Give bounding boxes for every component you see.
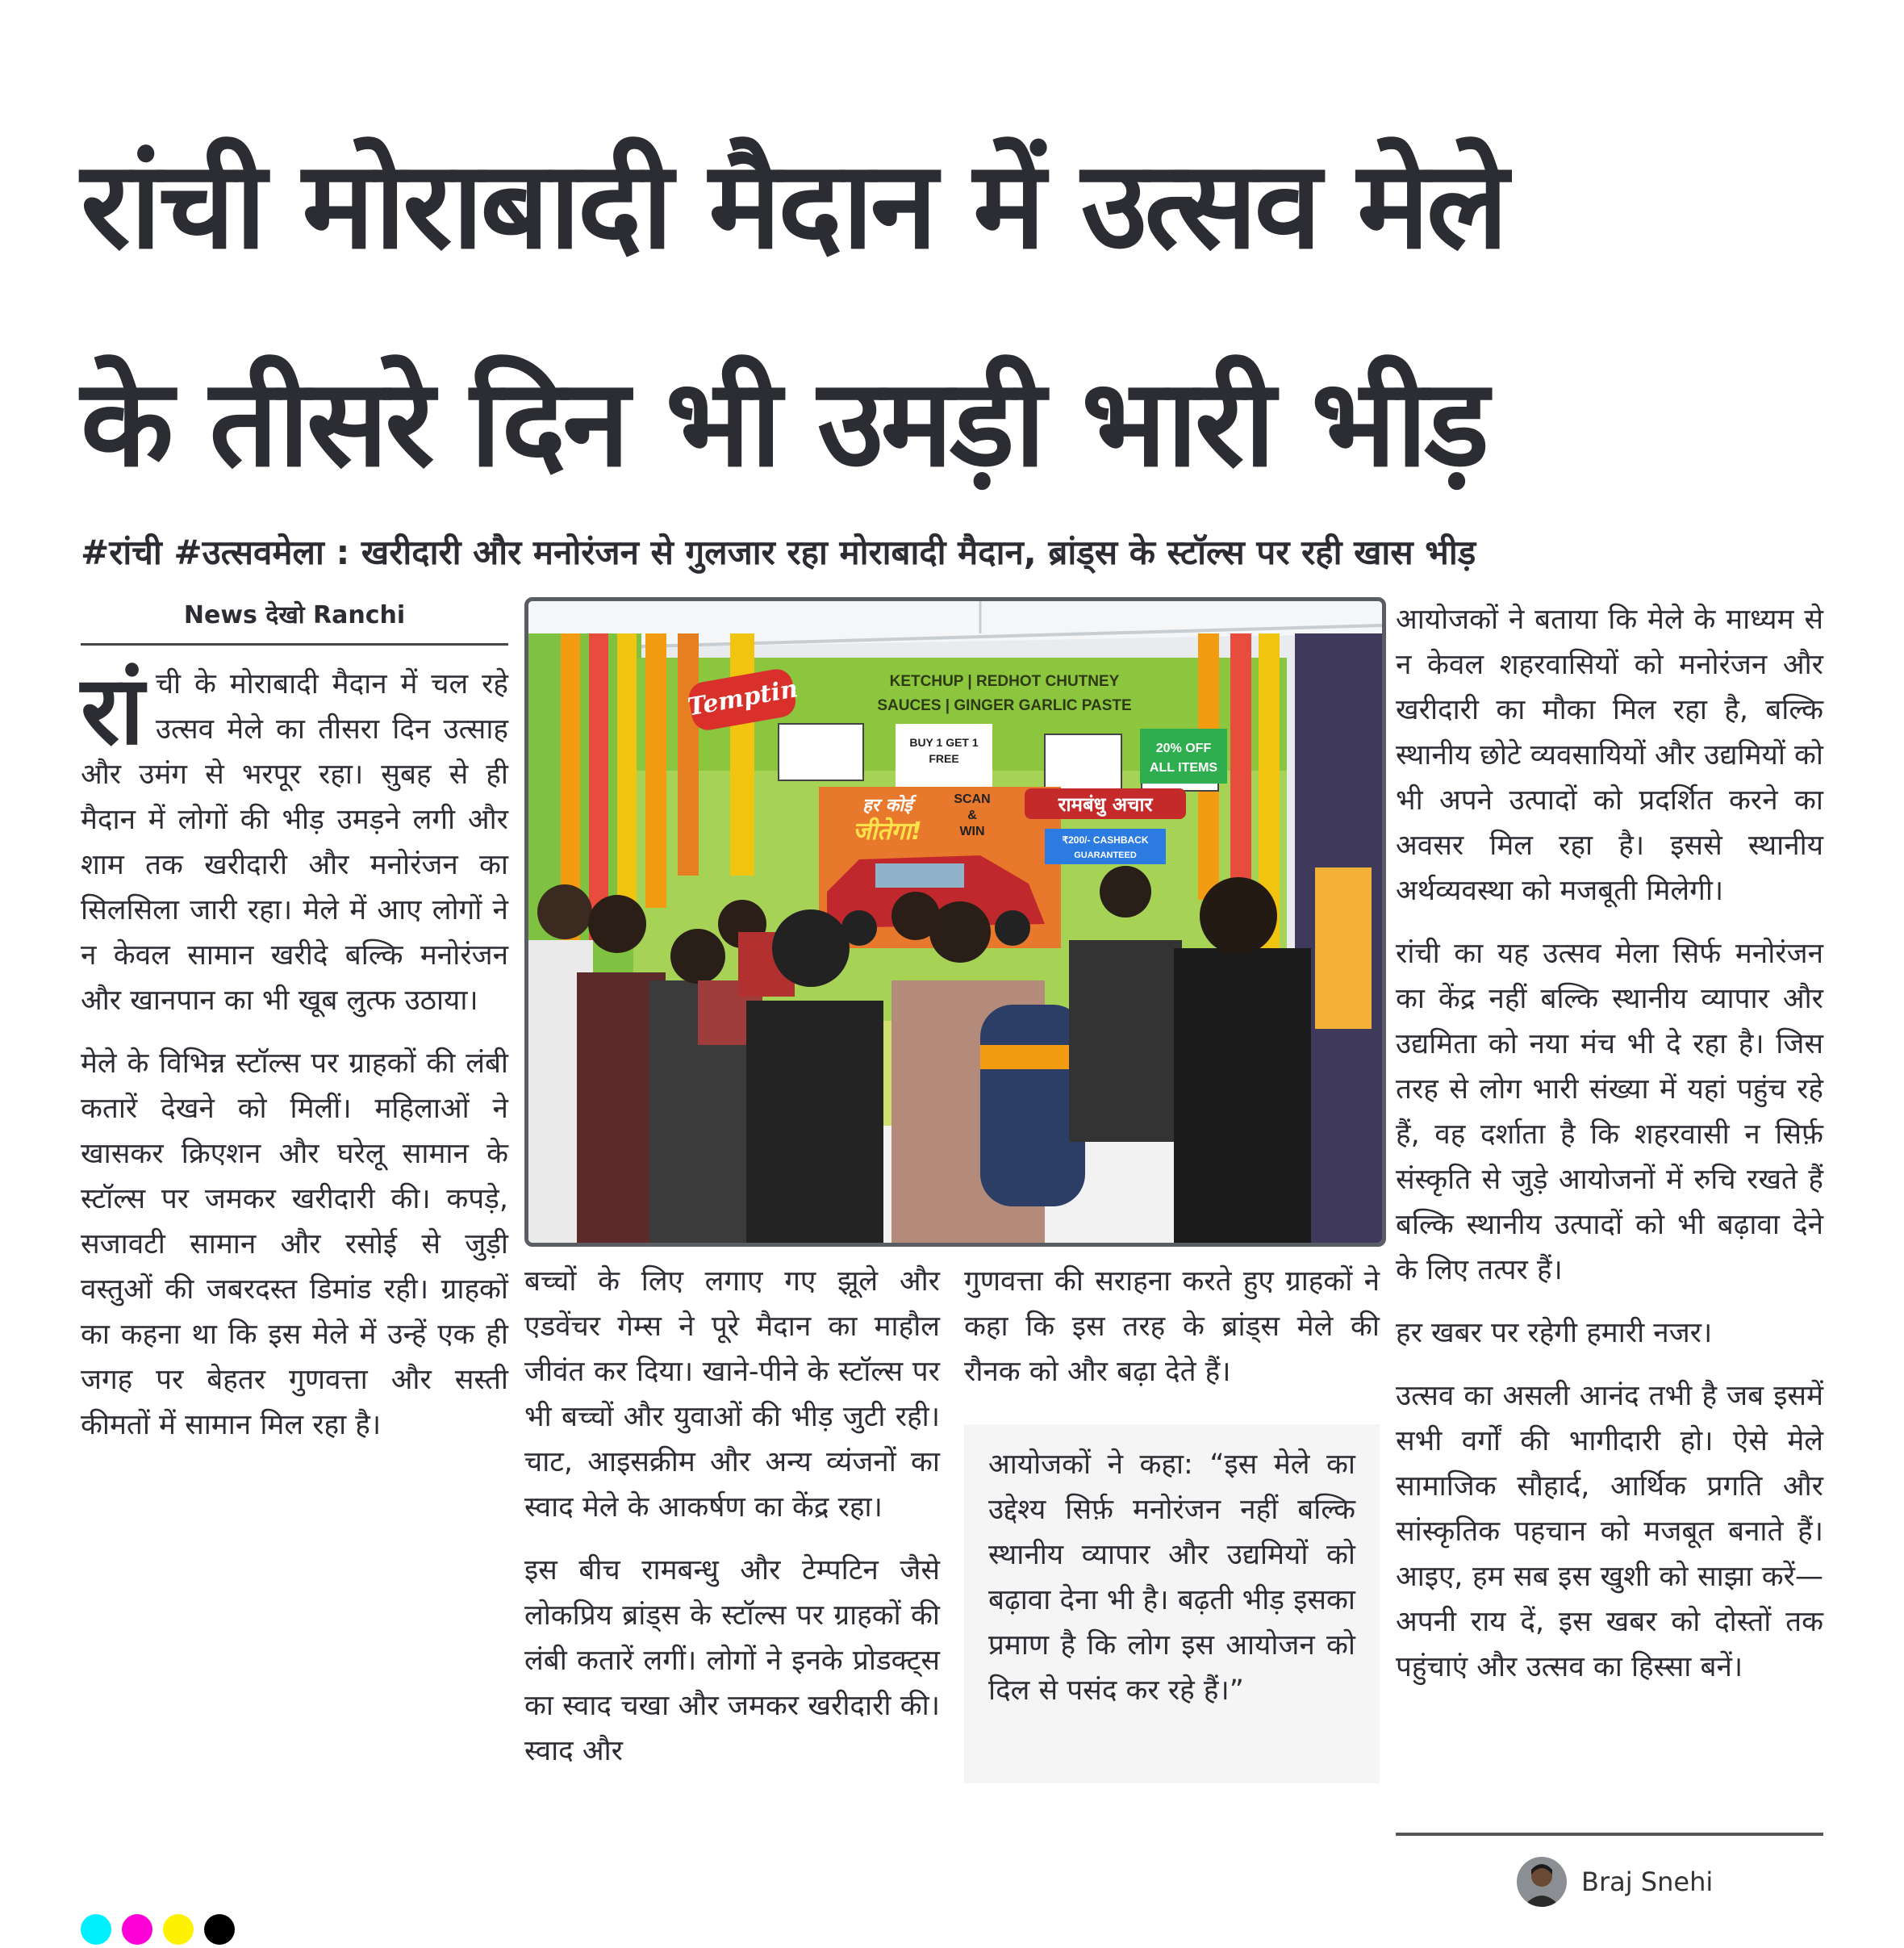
paragraph-brands: इस बीच रामबन्धु और टेम्पटिन जैसे लोकप्रिय ब्रांड्स के स्टॉल्स पर ग्राहकों की लंबी कतारें लगीं। लोगों ने इनके प्रोडक्ट्स का स्वाद चखा और जमकर खरीदारी की। स्वाद और xyxy=(524,1554,940,1767)
author-credit xyxy=(1517,1856,1713,1908)
banner-line-2: SAUCES | GINGER GARLIC PASTE xyxy=(877,697,1132,714)
paragraph-stalls: मेले के विभिन्न स्टॉल्स पर ग्राहकों की लंबी कतारें देखने को मिलीं। महिलाओं ने खासकर क्रिएशन और घरेलू सामान के स्टॉल्स पर जमकर खरीदारी की। कपड़े, सजावटी सामान और रसोई से जुड़ी वस्तुओं की जबरदस्त डिमांड रही। ग्राहकों का कहना था कि इस मेले में उन्हें एक ही जगह पर बेहतर गुणवत्ता और सस्ती कीमतों में सामान मिल रहा है। xyxy=(81,1047,508,1441)
offer-1-line-2: FREE xyxy=(929,752,959,765)
headline xyxy=(81,97,1839,533)
article-photo xyxy=(524,597,1386,1247)
byline: News देखो Ranchi xyxy=(81,597,508,646)
cashback-line-2: GUARANTEED xyxy=(1074,851,1137,860)
offer-2-line-1: 20% OFF xyxy=(1155,742,1212,755)
paragraph-games: बच्चों के लिए लगाए गए झूले और एडवेंचर गेम्स ने पूरे मैदान का माहौल जीवंत कर दिया। खाने-पीने के स्टॉल्स पर भी बच्चों और युवाओं की भीड़ जुटी रही। चाट, आइसक्रीम और अन्य व्यंजनों का स्वाद मेले के आकर्षण का केंद्र रहा। xyxy=(524,1265,940,1524)
article-column-3 xyxy=(964,1259,1380,1412)
yellow-dot xyxy=(163,1914,194,1945)
paragraph-closing: उत्सव का असली आनंद तभी है जब इसमें सभी वर्गों की भागीदारी हो। ऐसे मेले सामाजिक सौहार्द, आर्थिक प्रगति और सांस्कृतिक पहचान को मजबूत बनाते हैं। आइए, हम सब इस खुशी को साझा करें—अपनी राय दें, इस खबर को दोस्तों तक पहुंचाएं और उत्सव का हिस्सा बनें। xyxy=(1396,1380,1823,1683)
temptin-logo: Temptin xyxy=(685,675,800,722)
cmyk-registration-dots xyxy=(81,1914,235,1945)
paragraph-platform: रांची का यह उत्सव मेला सिर्फ मनोरंजन का केंद्र नहीं बल्कि स्थानीय व्यापार और उद्यमिता को नया मंच भी दे रहा है। जिस तरह से लोग भारी संख्या में यहां पहुंच रहे हैं, वह दर्शाता है कि शहरवासी न सिर्फ़ संस्कृति से जुड़े आयोजनों में रुचि रखते हैं बल्कि स्थानीय उत्पादों को भी बढ़ावा देने के लिए तत्पर हैं। xyxy=(1396,938,1823,1286)
subheadline: #रांची #उत्सवमेला : खरीदारी और मनोरंजन से गुलजार रहा मोराबादी मैदान, ब्रांड्स के स्टॉल्स पर रही खास भीड़ xyxy=(81,533,1476,572)
banner-line-1: KETCHUP | REDHOT CHUTNEY xyxy=(889,673,1120,690)
cyan-dot xyxy=(81,1914,111,1945)
article-column-2 xyxy=(524,1259,940,1791)
drop-cap: रां xyxy=(81,654,144,766)
scan-line-2: & xyxy=(967,809,977,822)
paragraph-organizers: आयोजकों ने बताया कि मेले के माध्यम से न केवल शहरवासियों को मनोरंजन और खरीदारी का मौका मिल रहा है, बल्कि स्थानीय छोटे व्यवसायियों और उद्यमियों को भी अपने उत्पादों को प्रदर्शित करने का अवसर मिल रहा है। इससे स्थानीय अर्थव्यवस्था को मजबूती मिलेगी। xyxy=(1396,604,1823,907)
rambandhu-sign: रामबंधु अचार xyxy=(1058,793,1153,816)
black-dot xyxy=(204,1914,235,1945)
scan-line-3: WIN xyxy=(959,825,985,838)
paragraph-brands-continued: गुणवत्ता की सराहना करते हुए ग्राहकों ने कहा कि इस तरह के ब्रांड्स मेले की रौनक को और बढ़ा देते हैं। xyxy=(964,1265,1380,1388)
offer-1-line-1: BUY 1 GET 1 xyxy=(909,736,979,749)
offer-2-line-2: ALL ITEMS xyxy=(1149,761,1218,775)
cashback-line-1: ₹200/- CASHBACK xyxy=(1062,834,1149,846)
article-column-1 xyxy=(81,654,508,1465)
author-name: Braj Snehi xyxy=(1581,1866,1714,1897)
avatar xyxy=(1517,1857,1567,1907)
paragraph-tagline: हर खबर पर रहेगी हमारी नजर। xyxy=(1396,1317,1713,1349)
pull-quote: आयोजकों ने कहा: “इस मेले का उद्देश्य सिर्फ़ मनोरंजन नहीं बल्कि स्थानीय व्यापार और उद्यमियों को बढ़ावा देना भी है। बढ़ती भीड़ इसका प्रमाण है कि लोग इस आयोजन को दिल से पसंद कर रहे हैं।” xyxy=(964,1424,1380,1783)
article-end-rule xyxy=(1396,1833,1823,1836)
contest-line-1: हर कोई xyxy=(862,796,912,816)
article-column-4 xyxy=(1396,597,1823,1708)
scan-line-1: SCAN xyxy=(954,792,991,806)
headline-line-2: के तीसरे दिन भी उमड़ी भारी भीड़ xyxy=(81,353,1486,494)
paragraph-intro-text: ची के मोराबादी मैदान में चल रहे उत्सव मेले का तीसरा दिन उत्साह और उमंग से भरपूर रहा। सुबह से ही मैदान में लोगों की भीड़ उमड़ने लगी और शाम तक खरीदारी और मनोरंजन का सिलसिला जारी रहा। मेले में आए लोगों ने न केवल सामान खरीदे बल्कि मनोरंजन और खानपान का भी खूब लुत्फ उठाया। xyxy=(81,668,508,1017)
magenta-dot xyxy=(122,1914,152,1945)
paragraph-intro xyxy=(81,654,508,1023)
contest-line-2: जीतेगा! xyxy=(853,817,922,846)
headline-line-1: रांची मोराबादी मैदान में उत्सव मेले xyxy=(81,136,1505,276)
